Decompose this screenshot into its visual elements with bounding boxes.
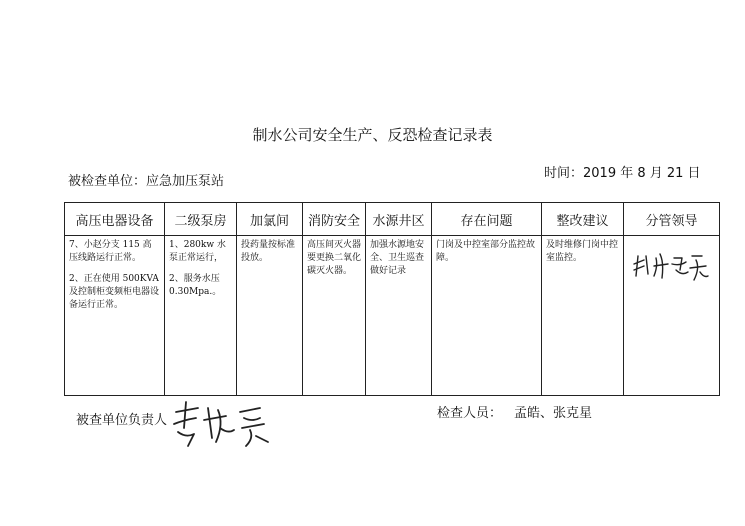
header-well-area: 水源井区: [366, 203, 432, 236]
fire-text: 高压间灭火器要更换二氧化碳灭火器。: [307, 240, 362, 276]
header-pump-room: 二级泵房: [165, 203, 237, 236]
well-text: 加强水源地安全、卫生巡查做好记录: [370, 240, 425, 276]
header-fire-safety: 消防安全: [303, 203, 366, 236]
header-hv-equipment: 高压电器设备: [65, 203, 165, 236]
cell-fire-safety: [303, 236, 366, 396]
header-suggestion: 整改建议: [542, 203, 624, 236]
chlorine-text: 投药量按标准投放。: [241, 240, 296, 263]
document-title: 制水公司安全生产、反恐检查记录表: [252, 126, 493, 144]
cell-suggestion: [542, 236, 624, 396]
cell-well-area: [366, 236, 432, 396]
cell-hv-equipment: [65, 236, 165, 396]
leader-signature: [624, 236, 720, 296]
table-header-row: [65, 203, 720, 236]
table-row: [65, 236, 720, 396]
cell-leader: [624, 236, 720, 396]
inspectors-names: 孟皓、张克星: [514, 406, 593, 421]
pump-item-2: 2、服务水压 0.30Mpa.。: [169, 274, 222, 297]
cell-pump-room: [165, 236, 237, 396]
inspected-unit: 被检查单位：应急加压泵站: [68, 174, 225, 189]
responsible-signature: [168, 398, 288, 454]
responsible-label: 被查单位负责人: [76, 413, 168, 428]
pump-item-1: 1、280kw 水泵正常运行，: [169, 240, 226, 263]
header-leader: 分管领导: [624, 203, 720, 236]
header-chlorine-room: 加氯间: [237, 203, 303, 236]
issues-text: 门岗及中控室部分监控故障。: [436, 240, 536, 263]
cell-issues: [432, 236, 542, 396]
inspection-time: 时间：2019 年 8 月 21 日: [544, 166, 701, 181]
suggestion-text: 及时维修门岗中控室监控。: [546, 240, 619, 263]
inspectors-label: 检查人员：: [437, 406, 503, 421]
hv-item-2: 2、正在使用 500KVA 及控制柜变频柜电器设备运行正常。: [69, 274, 160, 310]
hv-item-1: 7、小赵分支 115 高压线路运行正常。: [69, 240, 152, 263]
header-issues: 存在问题: [432, 203, 542, 236]
inspection-table: [64, 202, 720, 396]
cell-chlorine-room: [237, 236, 303, 396]
